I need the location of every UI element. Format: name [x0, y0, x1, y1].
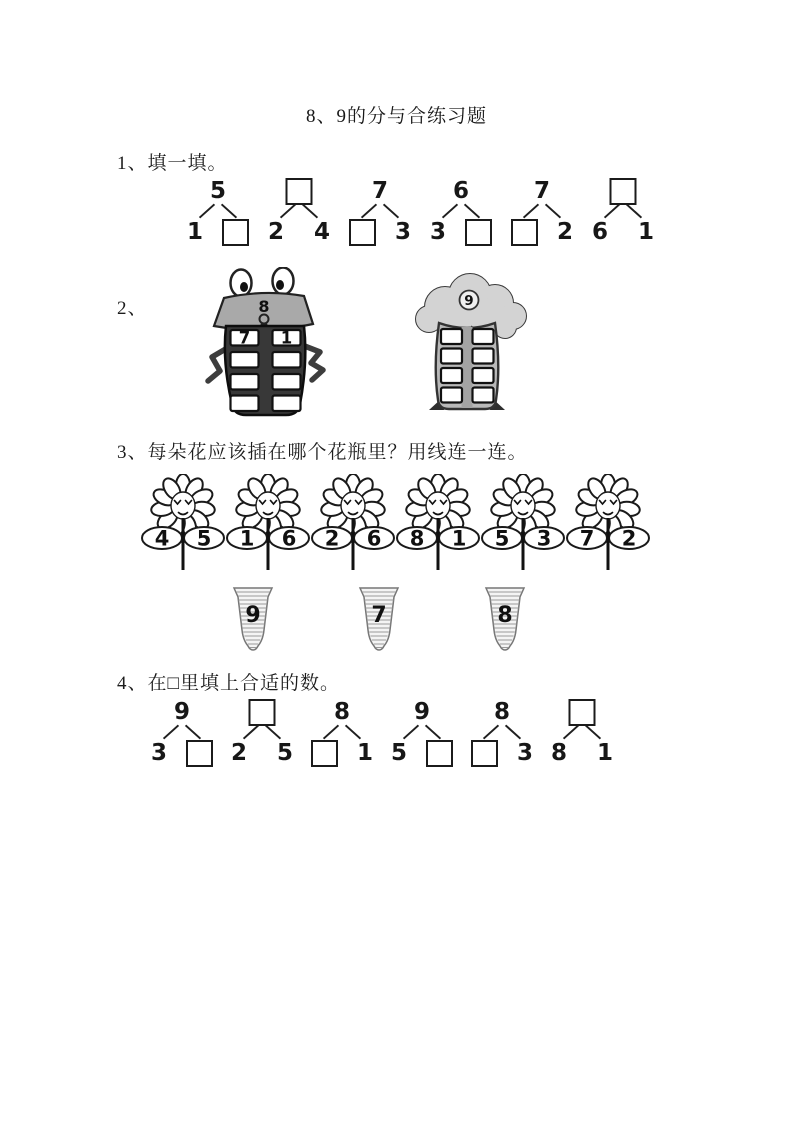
- q4-tree-row: [146, 699, 618, 767]
- vase-number: 8: [497, 603, 513, 628]
- branch-line-right: [464, 204, 480, 219]
- figure-total-number: 9: [464, 293, 474, 309]
- branch-line-right: [505, 725, 521, 740]
- tree-right-number: 1: [596, 740, 613, 766]
- tree-left-number: 5: [391, 740, 408, 766]
- leaf-number-right: 6: [366, 526, 382, 551]
- leaf-number-right: 6: [281, 526, 297, 551]
- leaf-number-right: 3: [536, 526, 552, 551]
- answer-box[interactable]: [222, 219, 249, 246]
- branch-line-left: [243, 725, 259, 740]
- tree-right-number: 3: [394, 219, 411, 245]
- flower[interactable]: [141, 474, 225, 572]
- tree-top-number: 8: [493, 699, 511, 725]
- figure-answer-cell[interactable]: [473, 349, 494, 364]
- figure-answer-cell[interactable]: [231, 374, 259, 390]
- branch-line-left: [483, 725, 499, 740]
- branch-line-left: [163, 725, 179, 740]
- figure-answer-cell[interactable]: [273, 396, 301, 412]
- figure-answer-cell[interactable]: [441, 388, 462, 403]
- branch-line-right: [425, 725, 441, 740]
- branch-line-left: [199, 204, 215, 219]
- branch-line-left: [280, 204, 296, 219]
- tree-left-number: 8: [551, 740, 568, 766]
- branch-line-right: [626, 204, 642, 219]
- tree-left-number: 1: [187, 219, 204, 245]
- branch-line-right: [265, 725, 281, 740]
- figure-cell-number: 1: [280, 328, 293, 348]
- tree-right-number: 5: [276, 740, 293, 766]
- vase-row: [228, 584, 530, 656]
- tree-top-number: 9: [173, 699, 191, 725]
- answer-box[interactable]: [471, 740, 498, 767]
- vase-number: 9: [245, 603, 261, 628]
- leaf-number-left: 1: [239, 526, 255, 551]
- tree-right-number: 3: [516, 740, 533, 766]
- branch-line-right: [221, 204, 237, 219]
- branch-line-left: [523, 204, 539, 219]
- answer-box[interactable]: [249, 699, 276, 726]
- frog-number-figure: [203, 267, 330, 420]
- branch-line-right: [345, 725, 361, 740]
- tree-right-number: 2: [556, 219, 573, 245]
- worksheet-title: 8、9的分与合练习题: [305, 106, 487, 127]
- decomposition-tree: [506, 178, 578, 246]
- decomposition-tree: [146, 699, 218, 767]
- tree-left-number: 3: [151, 740, 168, 766]
- branch-line-left: [403, 725, 419, 740]
- question1-label: 1、填一填。: [117, 153, 228, 174]
- answer-box[interactable]: [426, 740, 453, 767]
- question4-label: 4、在□里填上合适的数。: [117, 673, 340, 694]
- decomposition-tree: [587, 178, 659, 246]
- answer-box[interactable]: [569, 699, 596, 726]
- flower[interactable]: [226, 474, 310, 572]
- tree-right-number: 4: [313, 219, 330, 245]
- branch-line-right: [585, 725, 601, 740]
- branch-line-left: [563, 725, 579, 740]
- leaf-number-right: 5: [196, 526, 212, 551]
- leaf-number-right: 1: [451, 526, 467, 551]
- decomposition-tree: [466, 699, 538, 767]
- figure-total-number: 8: [258, 297, 270, 316]
- figure-answer-cell[interactable]: [231, 396, 259, 412]
- vase[interactable]: [228, 584, 278, 656]
- answer-box[interactable]: [465, 219, 492, 246]
- leaf-number-left: 8: [409, 526, 425, 551]
- question3-label: 3、每朵花应该插在哪个花瓶里？用线连一连。: [117, 442, 528, 463]
- branch-line-left: [442, 204, 458, 219]
- figure-answer-cell[interactable]: [231, 352, 259, 368]
- branch-line-left: [604, 204, 620, 219]
- branch-line-left: [323, 725, 339, 740]
- figure-answer-cell[interactable]: [473, 368, 494, 383]
- figure-answer-cell[interactable]: [473, 329, 494, 344]
- tree-left-number: 6: [592, 219, 609, 245]
- decomposition-tree: [226, 699, 298, 767]
- figure-answer-cell[interactable]: [273, 374, 301, 390]
- leaf-number-right: 2: [621, 526, 637, 551]
- tree-number-figure: [407, 271, 527, 413]
- decomposition-tree: [263, 178, 335, 246]
- decomposition-tree: [386, 699, 458, 767]
- decomposition-tree: [306, 699, 378, 767]
- vase-number: 7: [371, 603, 387, 628]
- tree-top-number: 7: [371, 178, 389, 204]
- vase[interactable]: [354, 584, 404, 656]
- flower-row: [141, 474, 650, 572]
- branch-line-right: [383, 204, 399, 219]
- branch-line-right: [185, 725, 201, 740]
- branch-line-right: [545, 204, 561, 219]
- tree-top-number: 5: [209, 178, 227, 204]
- answer-box[interactable]: [186, 740, 213, 767]
- branch-line-right: [302, 204, 318, 219]
- tree-top-number: 8: [333, 699, 351, 725]
- vase[interactable]: [480, 584, 530, 656]
- answer-box[interactable]: [511, 219, 538, 246]
- tree-left-number: 3: [430, 219, 447, 245]
- decomposition-tree: [344, 178, 416, 246]
- tree-left-number: 2: [268, 219, 285, 245]
- branch-line-left: [361, 204, 377, 219]
- question2-label: 2、: [117, 298, 148, 319]
- tree-left-number: 2: [231, 740, 248, 766]
- figure-answer-cell[interactable]: [473, 388, 494, 403]
- decomposition-tree: [425, 178, 497, 246]
- answer-box[interactable]: [610, 178, 637, 205]
- tree-top-number: 7: [533, 178, 551, 204]
- flower[interactable]: [396, 474, 480, 572]
- leaf-number-left: 4: [154, 526, 170, 551]
- answer-box[interactable]: [286, 178, 313, 205]
- figure-answer-cell[interactable]: [441, 329, 462, 344]
- figure-answer-cell[interactable]: [441, 349, 462, 364]
- figure-answer-cell[interactable]: [273, 352, 301, 368]
- figure-answer-cell[interactable]: [441, 368, 462, 383]
- decomposition-tree: [546, 699, 618, 767]
- leaf-number-left: 7: [579, 526, 595, 551]
- tree-right-number: 1: [637, 219, 654, 245]
- answer-box[interactable]: [311, 740, 338, 767]
- flower[interactable]: [311, 474, 395, 572]
- flower[interactable]: [481, 474, 565, 572]
- answer-box[interactable]: [349, 219, 376, 246]
- tree-top-number: 9: [413, 699, 431, 725]
- q1-tree-row: [182, 178, 659, 246]
- tree-right-number: 1: [356, 740, 373, 766]
- tree-top-number: 6: [452, 178, 470, 204]
- flower[interactable]: [566, 474, 650, 572]
- leaf-number-left: 2: [324, 526, 340, 551]
- tree-trunk-spine: [462, 327, 473, 408]
- decomposition-tree: [182, 178, 254, 246]
- leaf-number-left: 5: [494, 526, 510, 551]
- figure-cell-number: 7: [238, 328, 251, 348]
